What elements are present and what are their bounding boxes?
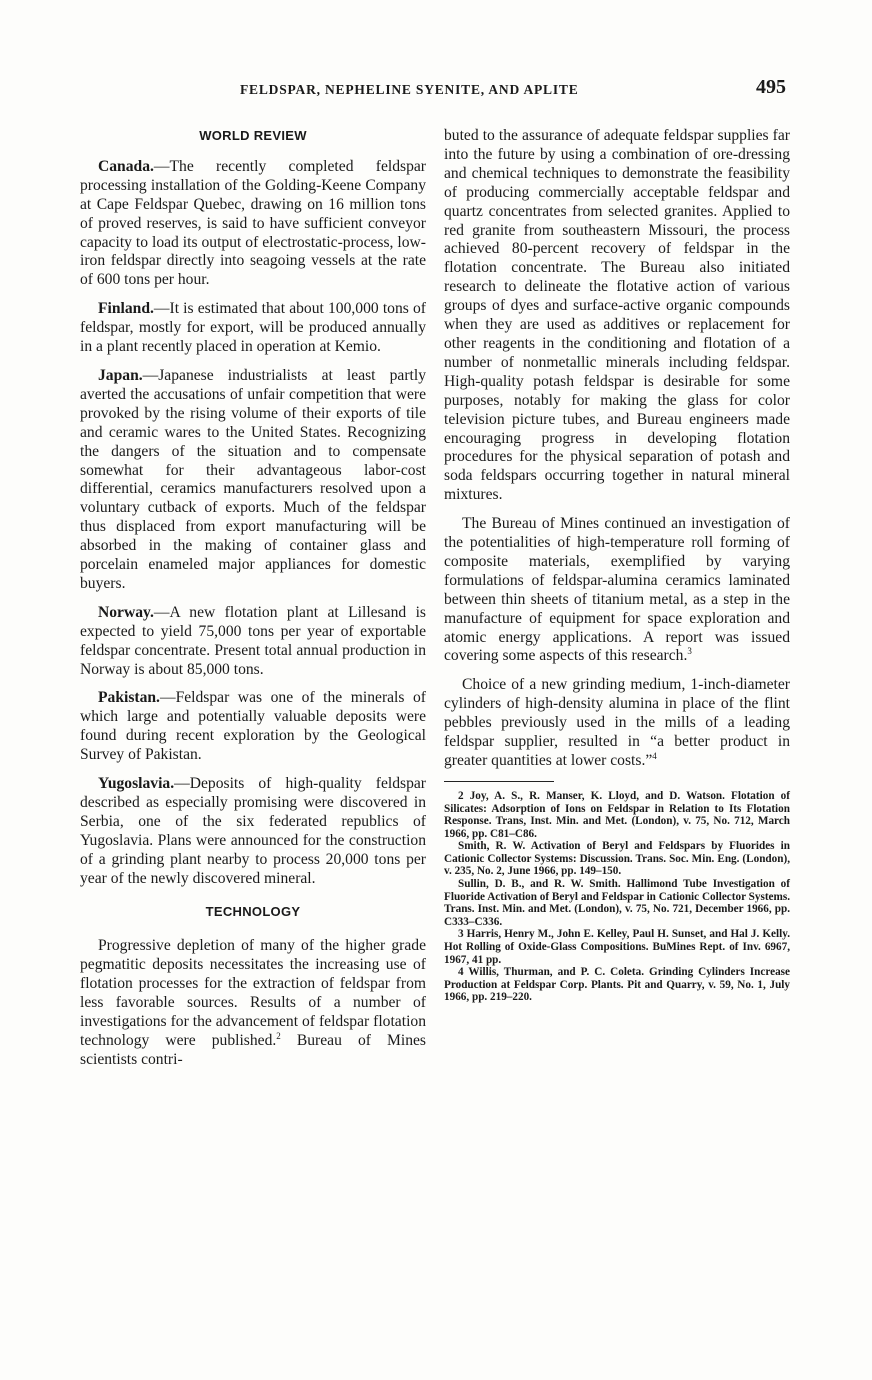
yugoslavia-paragraph bbox=[80, 775, 426, 888]
canada-text: —The recently completed feldspar processing installation of the Golding-Keene Company at Cape Feldspar Quebec, drawing on 16 million tons of proved reserves, is said to have sufficient conveyor capacity to load its output of electrostatic-process, low-iron feldspar directly into seagoing vessels at the rate of 600 tons per hour. bbox=[80, 157, 426, 289]
norway-text: —A new flotation plant at Lillesand is expected to yield 75,000 tons per year of exportable feldspar concentrate. Present total annual production in Norway is about 85,000 tons. bbox=[80, 603, 426, 678]
canada-lead: Canada. bbox=[98, 157, 154, 175]
technology-paragraph-2 bbox=[444, 515, 790, 666]
footnote-ref-4: 4 bbox=[652, 750, 657, 761]
footnote-item: 2 Joy, A. S., R. Manser, K. Lloyd, and D. Watson. Flotation of Silicates: Adsorption of Ions on Feldspar in Relation to Its Flotation Response. Trans, Inst. Min. and Met. (London), v. 75, No. 712, March 1966, pp. C81–C86. bbox=[444, 789, 790, 840]
page-header bbox=[240, 78, 790, 106]
technology-heading: TECHNOLOGY bbox=[205, 903, 301, 919]
canada-paragraph bbox=[80, 158, 426, 290]
pakistan-text: —Feldspar was one of the minerals of which large and potentially valuable deposits were found during recent exploration by the Geological Survey of Pakistan. bbox=[80, 689, 426, 764]
footnote-item: Sullin, D. B., and R. W. Smith. Hallimond Tube Investigation of Fluoride Activation of Beryl and Feldspar in Cationic Collector Systems. Trans. Inst. Min. and Met. (London), v. 75, No. 721, December 1966, pp. C333–C336. bbox=[444, 878, 790, 928]
footnotes bbox=[444, 790, 790, 1004]
finland-lead: Finland. bbox=[98, 300, 154, 318]
page-number: 495 bbox=[756, 76, 786, 98]
running-head: FELDSPAR, NEPHELINE SYENITE, AND APLITE bbox=[240, 82, 579, 97]
right-column bbox=[444, 127, 790, 1004]
japan-text: —Japanese industrialists at least partly averted the accusations of unfair competition that were provoked by the rising volume of their exports of tile and ceramic wares to the United States. Recognizing the dangers of the situation and to compensate somewhat for their advantageous labor-cost differential, ceramics manufacturers resolved upon a voluntary cutback of exports. Much of the feldspar thus displaced from export manufacturing will be absorbed in the making of container glass and porcelain enameled major appliances for domestic buyers. bbox=[80, 366, 426, 592]
japan-lead: Japan. bbox=[98, 366, 143, 384]
footnote-ref-3: 3 bbox=[687, 646, 692, 657]
norway-paragraph bbox=[80, 604, 426, 680]
norway-lead: Norway. bbox=[98, 603, 154, 621]
footnote-item: 4 Willis, Thurman, and P. C. Coleta. Grinding Cylinders Increase Production at Feldspar Corp. Plants. Pit and Quarry, v. 59, No. 1, July 1966, pp. 219–220. bbox=[444, 966, 790, 1004]
yugoslavia-text: —Deposits of high-quality feldspar described as especially promising were discovered in Serbia, one of the six federated republics of Yugoslavia. Plans were announced for the construction of a grinding plant nearby to process 20,000 tons per year of the newly discovered mineral. bbox=[80, 775, 426, 887]
technology-p1-tail: Bureau of Mines scientists contri- bbox=[80, 1031, 427, 1068]
technology-p2-text: The Bureau of Mines continued an investigation of the potentialities of high-temperature roll forming of composite materials, exemplified by varying formulations of feldspar-alumina ceramics laminated between thin sheets of titanium metal, as a step in the manufacture of equipment for space exploration and atomic energy applications. A report was issued covering some aspects of this research. bbox=[444, 515, 790, 665]
world-review-heading: WORLD REVIEW bbox=[199, 128, 307, 143]
left-column bbox=[80, 127, 426, 1080]
finland-text: —It is estimated that about 100,000 tons of feldspar, mostly for export, will be produced annually in a plant recently placed in operation at Kemio. bbox=[80, 300, 426, 356]
finland-paragraph bbox=[80, 300, 426, 357]
technology-p1-text: Progressive depletion of many of the higher grade pegmatitic deposits necessitates the increasing use of flotation processes for the extraction of feldspar from less favorable sources. Results of a number of investigations for the advancement of feldspar flotation technology were published. bbox=[80, 937, 426, 1049]
technology-paragraph-1-continued: buted to the assurance of adequate feldspar supplies far into the future by using a combination of ore-dressing and chemical techniques to demonstrate the feasibility of producing commercially acceptable feldspar and quartz concentrates from selected granites. Applied to red granite from southeastern Missouri, the process achieved 80-percent recovery of feldspar in the flotation concentrate. The Bureau also initiated research to delineate the flotative action of various groups of dyes and surface-active organic compounds when they are used as additives or replacement for other reagents in the conditioning and flotation of a number of nonmetallic minerals including feldspar. High-quality potash feldspar is desirable for some purposes, notably for making the glass for color television picture tubes, and Bureau engineers made encouraging progress in developing flotation procedures for the physical separation of potash and soda feldspars occurring together in natural mineral mixtures. bbox=[444, 127, 790, 504]
yugoslavia-lead: Yugoslavia. bbox=[98, 775, 175, 793]
pakistan-lead: Pakistan. bbox=[98, 689, 160, 707]
japan-paragraph bbox=[80, 367, 426, 594]
footnote-ref-2: 2 bbox=[276, 1030, 281, 1041]
footnote-item: 3 Harris, Henry M., John E. Kelley, Paul H. Sunset, and Hal J. Kelly. Hot Rolling of Oxide-Glass Compositions. BuMines Rept. of Inv. 6967, 1967, 41 pp. bbox=[444, 928, 790, 966]
pakistan-paragraph bbox=[80, 689, 426, 765]
footnote-item: Smith, R. W. Activation of Beryl and Feldspars by Fluorides in Cationic Collector Systems: Discussion. Trans. Soc. Min. Eng. (London), v. 235, No. 2, June 1966, pp. 149–150. bbox=[444, 840, 790, 878]
technology-paragraph-1 bbox=[80, 937, 426, 1069]
technology-paragraph-3 bbox=[444, 676, 790, 771]
footnote-divider bbox=[444, 781, 554, 782]
technology-p3-text: Choice of a new grinding medium, 1-inch-diameter cylinders of high-density alumina in place of the flint pebbles previously used in the mills of a leading feldspar supplier, resulted in “a better product in greater quantities at lower costs.” bbox=[444, 676, 790, 769]
